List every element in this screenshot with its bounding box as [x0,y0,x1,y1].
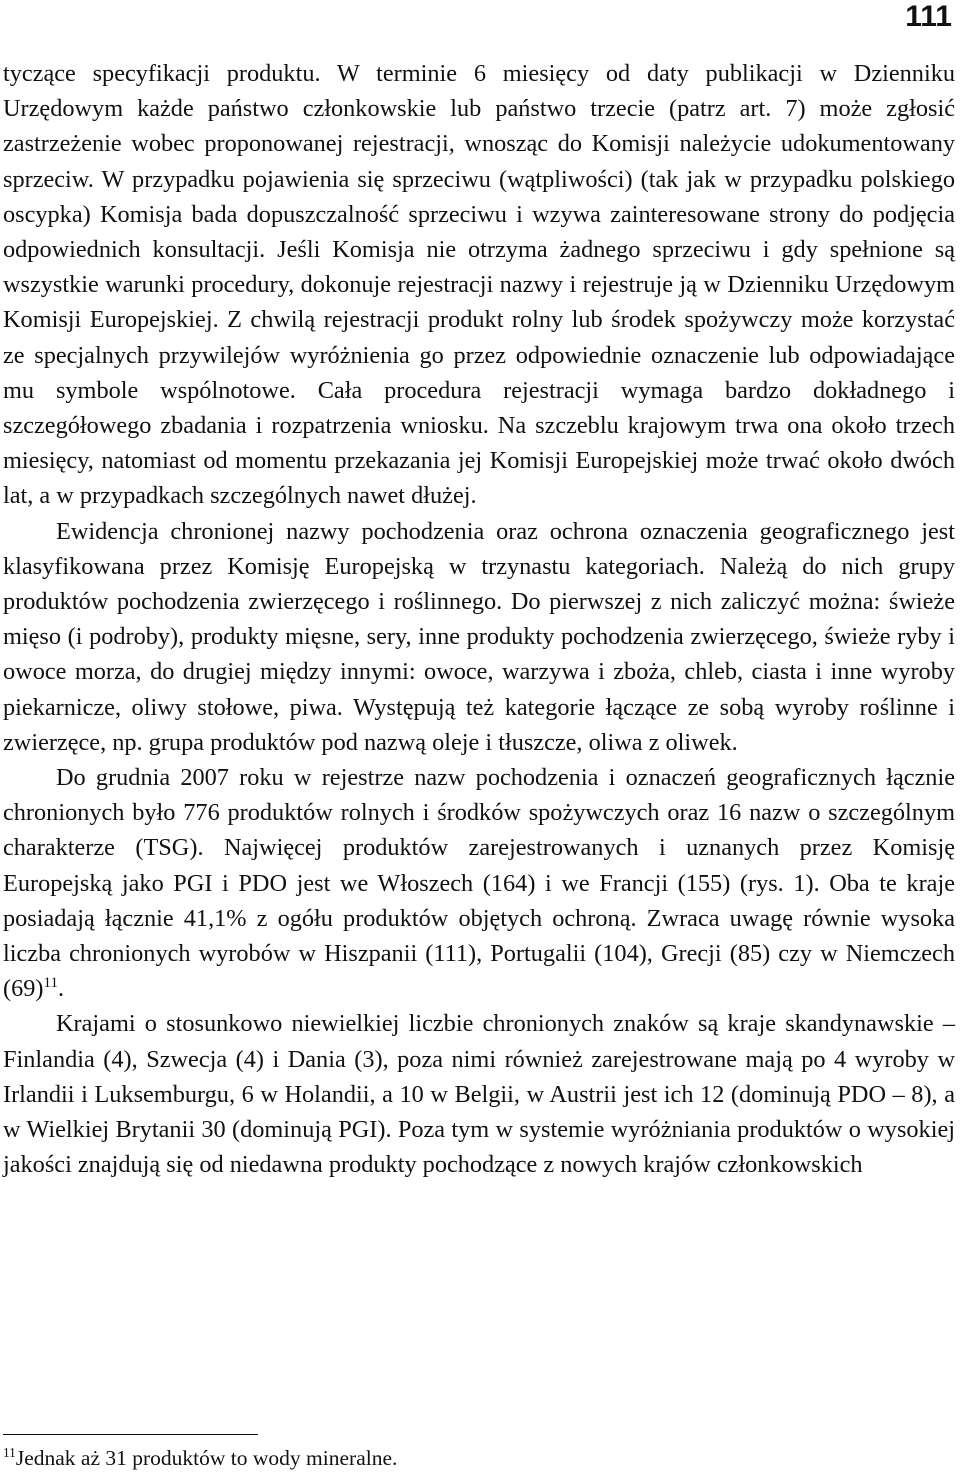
paragraph-3-text: Do grudnia 2007 roku w rejestrze nazw pochodzenia i oznaczeń geograficznych łącznie chronionych było 776 produktów rolnych i środków spożywczych oraz 16 nazw o szczególnym charakterze (TSG). Najwięcej produktów zarejestrowanych i uznanych przez Komisję Europejską jako PGI i PDO jest we Włoszech (164) i we Francji (155) (rys. 1). Oba te kraje posiadają łącznie 41,1% z ogółu produktów objętych ochroną. Zwraca uwagę równie wysoka liczba chronionych wyrobów w Hiszpanii (111), Portugalii (104), Grecji (85) czy w Niemczech (69) [3,764,955,1003]
footnote-text: Jednak aż 31 produktów to wody mineralne. [15,1446,398,1470]
footnote-separator [3,1434,258,1435]
paragraph-3-end: . [57,975,65,1003]
page-number: 111 [905,0,952,33]
paragraph-1: tyczące specyfikacji produktu. W terminie 6 miesięcy od daty publikacji w Dzienniku Urzędowym każde państwo członkowskie lub państwo trzecie (patrz art. 7) może zgłosić zastrzeżenie wobec proponowanej rejestracji, wnosząc do Komisji należycie udokumentowany sprzeciw. W przypadku pojawienia się sprzeciwu (wątpliwości) (tak jak w przypadku polskiego oscypka) Komisja bada dopuszczalność sprzeciwu i wzywa zainteresowane strony do podjęcia odpowiednich konsultacji. Jeśli Komisja nie otrzyma żadnego sprzeciwu i gdy spełnione są wszystkie warunki procedury, dokonuje rejestracji nazwy i rejestruje ją w Dzienniku Urzędowym Komisji Europejskiej. Z chwilą rejestracji produkt rolny lub środek spożywczy może korzystać ze specjalnych przywilejów wyróżnienia go przez odpowiednie oznaczenie lub odpowiadające mu symbole wspólnotowe. Cała procedura rejestracji wymaga bardzo dokładnego i szczegółowego zbadania i rozpatrzenia wniosku. Na szczeblu krajowym trwa ona około trzech miesięcy, natomiast od momentu przekazania jej Komisji Europejskiej może trwać około dwóch lat, a w przypadkach szczególnych nawet dłużej. [3,60,955,510]
paragraph-4: Krajami o stosunkowo niewielkiej liczbie chronionych znaków są kraje skandynawskie – Finlandia (4), Szwecja (4) i Dania (3), poza nimi również zarejestrowane mają po 4 wyroby w Irlandii i Luksemburgu, 6 w Holandii, a 10 w Belgii, w Austrii jest ich 12 (dominują PDO – 8), a w Wielkiej Brytanii 30 (dominują PGI). Poza tym w systemie wyróżniania produktów o wysokiej jakości znajdują się od niedawna produkty pochodzące z nowych krajów członkowskich [3,1010,955,1179]
footnote-marker: 11 [3,1444,16,1460]
footnote [3,1444,397,1472]
footnote-reference[interactable]: 11 [43,975,58,992]
body-text [3,56,955,1183]
paragraph-3 [3,760,955,1006]
paragraph-2: Ewidencja chronionej nazwy pochodzenia oraz ochrona oznaczenia geograficznego jest klasyfikowana przez Komisję Europejską w trzynastu kategoriach. Należą do nich grupy produktów pochodzenia zwierzęcego i roślinnego. Do pierwszej z nich zaliczyć można: świeże mięso (i podroby), produkty mięsne, sery, inne produkty pochodzenia zwierzęcego, świeże ryby i owoce morza, do drugiej między innymi: owoce, warzywa i zboża, chleb, ciasta i inne wyroby piekarnicze, oliwy stołowe, piwa. Występują też kategorie łączące ze sobą wyroby roślinne i zwierzęce, np. grupa produktów pod nazwą oleje i tłuszcze, oliwa z oliwek. [3,517,955,756]
